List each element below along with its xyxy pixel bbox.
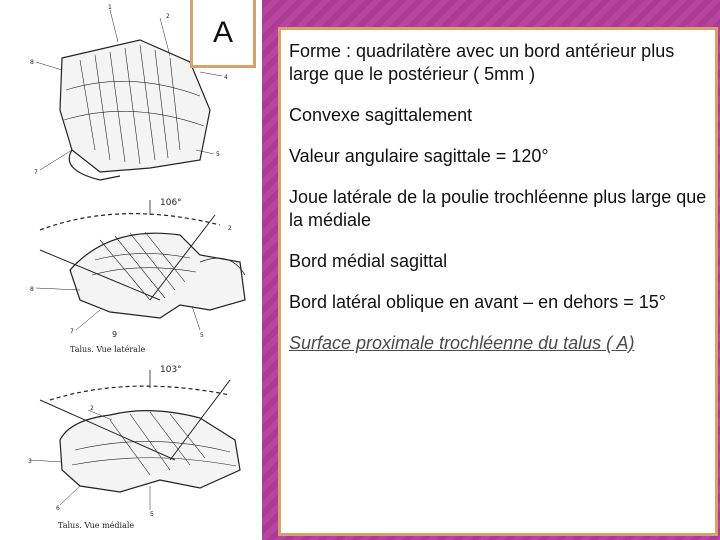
svg-text:8: 8 (30, 286, 34, 293)
talus-drawings (0, 0, 262, 540)
svg-text:8: 8 (30, 59, 34, 66)
svg-text:7: 7 (34, 169, 38, 176)
svg-text:2: 2 (90, 405, 94, 412)
paragraph-lateral-cheek: Joue latérale de la poulie trochléenne plus large que la médiale (289, 187, 707, 230)
figure-label-box (190, 0, 256, 68)
svg-text:5: 5 (150, 511, 154, 518)
paragraph-convexity: Convexe sagittalement (289, 105, 473, 125)
description-panel (278, 27, 718, 536)
paragraph-medial-border: Bord médial sagittal (289, 251, 448, 271)
caption-lateral-view: Talus. Vue latérale (70, 345, 146, 354)
svg-text:1: 1 (108, 4, 112, 11)
svg-text:9: 9 (112, 330, 118, 339)
anatomy-figure-panel (0, 0, 262, 540)
svg-text:5: 5 (216, 151, 220, 158)
svg-text:106°: 106° (160, 198, 182, 208)
svg-text:7: 7 (70, 328, 74, 335)
svg-text:2: 2 (228, 225, 232, 232)
svg-text:6: 6 (56, 505, 60, 512)
paragraph-angle: Valeur angulaire sagittale = 120° (289, 146, 549, 166)
svg-text:2: 2 (166, 13, 170, 20)
paragraph-shape: Forme : quadrilatère avec un bord antérieur plus large que le postérieur ( 5mm ) (289, 41, 675, 84)
caption-medial-view: Talus. Vue médiale (58, 521, 135, 530)
svg-text:5: 5 (200, 332, 204, 339)
talus-lateral-view (36, 200, 245, 330)
talus-medial-view (30, 370, 240, 510)
svg-text:103°: 103° (160, 365, 182, 375)
svg-text:4: 4 (224, 74, 228, 81)
figure-label: A (212, 15, 233, 49)
svg-text:3: 3 (28, 458, 32, 465)
section-title-link[interactable]: Surface proximale trochléenne du talus ( A) (289, 333, 635, 353)
paragraph-lateral-border: Bord latéral oblique en avant – en dehors = 15° (289, 292, 666, 312)
